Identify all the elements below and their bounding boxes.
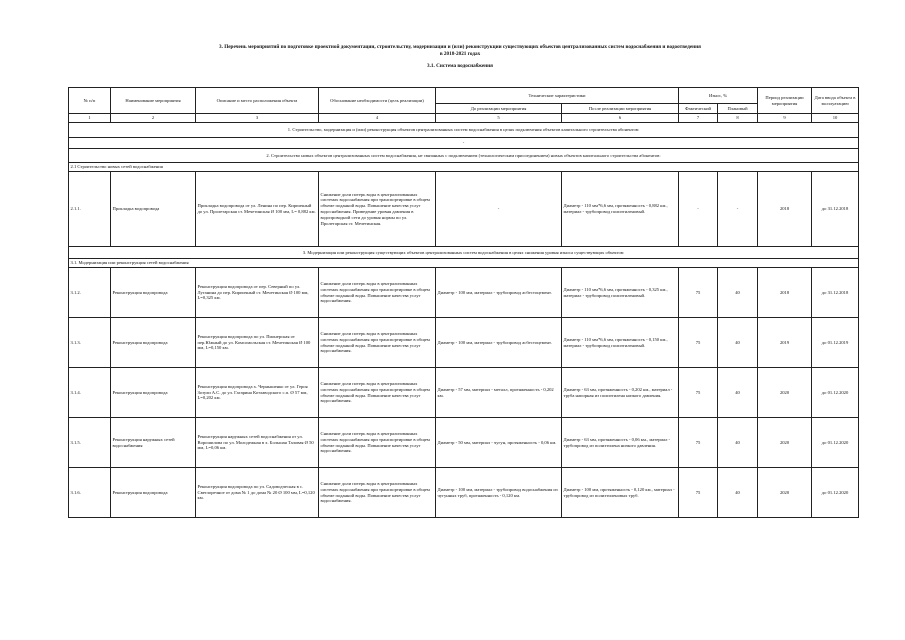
row-name: Реконструкция водопровода <box>111 268 196 318</box>
row-desc: Реконструкция водопровода х. Чернышенко от ул. Героя Зозули А.С. до ул. Гагарина Котлаводского с.п. Ø 57 мм, L=0,202 км. <box>196 368 319 418</box>
table-row <box>69 368 859 418</box>
row-need: Снижение доли потерь воды в централизованных системах водоснабжения при транспортировке в общем объеме поданной воды. Повышение качества услуг водоснабжения. <box>319 468 436 518</box>
row-need: Снижение доли потерь воды в централизованных системах водоснабжения при транспортировке в общем объеме поданной воды. Повышение качества услуг водоснабжения. <box>319 318 436 368</box>
section-heading-3: 3. Модернизация или реконструкция существующих объектов централизованных систем водоснабжения в целях снижения уровня износа существующих объектов: <box>69 247 859 259</box>
row-desc: Реконструкция наружных сетей водоснабжения от ул. Ворошилова по ул. Молодежная в х. Большая Таловая Ø 50 мм, L=0,06 км. <box>196 418 319 468</box>
row-num: 3.1.4. <box>69 368 111 418</box>
row-period: 2018 <box>758 172 812 247</box>
table-row <box>69 418 859 468</box>
col-header-name: Наименование мероприятия <box>111 88 196 114</box>
row-desc: Реконструкция водопровода от пер. Северный по ул. Луганина до пер. Кирпичный ст. Мечетинская Ø 100 мм, L=0,325 км. <box>196 268 319 318</box>
row-after: Диаметр - 100 мм, протяженность - 0,120 км., материал - трубопровод из полиэтиленовых труб. <box>562 468 679 518</box>
row-period: 2020 <box>758 418 812 468</box>
row-name: Реконструкция водопровода <box>111 318 196 368</box>
row-wear-actual: 75 <box>679 318 718 368</box>
row-num: 3.1.3. <box>69 318 111 368</box>
row-need: Снижение доли потерь воды в централизованных системах водоснабжения при транспортировке в общем объеме поданной воды. Повышение качества услуг водоснабжения. <box>319 418 436 468</box>
col-number: 2 <box>111 114 196 123</box>
row-before: Диаметр - 100 мм, материал - трубопровод водоснабжения из чугунных труб, протяженность - 0,120 км. <box>436 468 562 518</box>
row-date: до 31.12.2018 <box>812 172 859 247</box>
col-header-num: № п/п <box>69 88 111 114</box>
col-number: 1 <box>69 114 111 123</box>
row-after: Диаметр - 110 мм*6,6 мм, протяженность - 0,325 км., материал - трубопровод полиэтиленовый. <box>562 268 679 318</box>
col-header-period: Период реализации мероприятия <box>758 88 812 114</box>
row-num: 3.1.5. <box>69 418 111 468</box>
col-number: 3 <box>196 114 319 123</box>
col-number: 10 <box>812 114 859 123</box>
section-empty-value: - <box>69 138 859 149</box>
table-row <box>69 468 859 518</box>
section-row <box>69 123 859 138</box>
row-need: Снижение доли потерь воды в централизованных системах водоснабжения при транспортировке в общем объеме поданной воды. Повышение качества услуг водоснабжения. <box>319 368 436 418</box>
measures-table <box>68 87 859 518</box>
row-num: 2.1.1. <box>69 172 111 247</box>
table-row <box>69 318 859 368</box>
row-date: до 01.12.2020 <box>812 418 859 468</box>
subsection-row <box>69 163 859 172</box>
col-number: 6 <box>562 114 679 123</box>
column-numbers-row <box>69 114 859 123</box>
row-period: 2020 <box>758 368 812 418</box>
section-row <box>69 247 859 259</box>
subsection-heading-2-1: 2.1 Строительство новых сетей водоснабжения <box>69 163 859 172</box>
row-before: Диаметр - 50 мм, материал - чугун, протяженность - 0,06 км. <box>436 418 562 468</box>
row-wear-planned: 40 <box>718 468 758 518</box>
row-after: Диаметр - 110 мм*6,6 мм, протяженность - 0,150 км., материал - трубопровод полиэтиленовый. <box>562 318 679 368</box>
col-header-wear-actual: Фактический <box>679 104 718 114</box>
row-before: Диаметр - 100 мм, материал - трубопровод асбестоцемент. <box>436 268 562 318</box>
section-row-empty <box>69 138 859 149</box>
section-title: 3.1. Система водоснабжения <box>427 63 493 69</box>
row-desc: Прокладка водопровода от ул. Ленина по пер. Кирпичный до ул. Пролетарская ст. Мечетинская Ø 100 мм, L= 0,882 км. <box>196 172 319 247</box>
table-row <box>69 268 859 318</box>
table-row <box>69 172 859 247</box>
subsection-row <box>69 259 859 268</box>
section-heading-1: 1. Строительство, модернизация и (или) реконструкция объектов централизованных систем водоснабжения в целях подключения объектов капитального строительства абонентов: <box>69 123 859 138</box>
col-header-wear-planned: Плановый <box>718 104 758 114</box>
row-num: 3.1.6. <box>69 468 111 518</box>
row-wear-planned: 40 <box>718 368 758 418</box>
row-before: Диаметр - 57 мм, материал - металл, протяженность - 0,202 км. <box>436 368 562 418</box>
row-period: 2018 <box>758 268 812 318</box>
row-before: - <box>436 172 562 247</box>
row-wear-planned: - <box>718 172 758 247</box>
row-num: 3.1.2. <box>69 268 111 318</box>
header-row <box>69 88 859 104</box>
row-wear-planned: 40 <box>718 318 758 368</box>
col-number: 7 <box>679 114 718 123</box>
col-header-tech: Технические характеристики <box>436 88 679 104</box>
row-period: 2019 <box>758 318 812 368</box>
subsection-heading-3-1: 3.1. Модернизация или реконструкция сетей водоснабжения <box>69 259 859 268</box>
row-wear-planned: 40 <box>718 418 758 468</box>
row-date: до 01.12.2020 <box>812 368 859 418</box>
row-desc: Реконструкция водопровода по ул. Пионерская от пер.Южный до ул. Комсомольская ст. Мечетинская Ø 100 мм, L=0,150 км. <box>196 318 319 368</box>
row-wear-actual: 75 <box>679 418 718 468</box>
row-wear-actual: 75 <box>679 268 718 318</box>
row-name: Прокладка водопровода <box>111 172 196 247</box>
document-heading-years: в 2018-2021 годах <box>439 51 481 57</box>
row-need: Снижение доли потерь воды в централизованных системах водоснабжения при транспортировке в общем объеме поданной воды. Повышение качества услуг водоснабжения. <box>319 268 436 318</box>
col-number: 8 <box>718 114 758 123</box>
row-wear-actual: 75 <box>679 468 718 518</box>
row-wear-planned: 40 <box>718 268 758 318</box>
row-name: Реконструкция водопровода <box>111 468 196 518</box>
row-before: Диаметр - 100 мм, материал - трубопровод асбестоцемент. <box>436 318 562 368</box>
row-date: до 01.12.2020 <box>812 468 859 518</box>
col-number: 9 <box>758 114 812 123</box>
row-wear-actual: 75 <box>679 368 718 418</box>
row-desc: Реконструкция водопровода по ул. Садоводческая в с. Светлоречное от дома № 1 до дома № 20 Ø 100 мм, L=0,120 км. <box>196 468 319 518</box>
row-need: Снижение доли потерь воды в централизованных системах водоснабжения при транспортировке в общем объеме поданной воды. Повышение качества услуг водоснабжения. Приведение уровня давления в водопроводной сети до уровня нормы по ул. Пролетарская ст. Мечетинская. <box>319 172 436 247</box>
col-header-wear: Износ, % <box>679 88 758 104</box>
row-name: Реконструкция водопровода <box>111 368 196 418</box>
col-header-desc: Описание и место расположения объекта <box>196 88 319 114</box>
row-after: Диаметр - 63 мм, протяженность - 0,06 км., материал - трубопровод из полиэтилена низкого давления. <box>562 418 679 468</box>
row-date: до 31.12.2018 <box>812 268 859 318</box>
document-heading: 3. Перечень мероприятий по подготовке проектной документации, строительству, модернизации и (или) реконструкции существующих объектов централизованных систем водоснабжения и водоотведения <box>219 44 701 50</box>
col-header-need: Обоснование необходимости (цель реализации) <box>319 88 436 114</box>
col-number: 4 <box>319 114 436 123</box>
col-header-date: Дата ввода объекта в эксплуатацию <box>812 88 859 114</box>
row-wear-actual: - <box>679 172 718 247</box>
col-header-after: После реализации мероприятия <box>562 104 679 114</box>
col-header-before: До реализации мероприятия <box>436 104 562 114</box>
row-name: Реконструкция наружных сетей водоснабжения <box>111 418 196 468</box>
section-heading-2: 2. Строительство новых объектов централизованных систем водоснабжения, не связанных с подключением (технологическим присоединением) новых объектов капитального строительства абонентов: <box>69 149 859 163</box>
row-after: Диаметр - 110 мм*6,6 мм, протяженность - 0,882 км., материал - трубопровод полиэтиленовый. <box>562 172 679 247</box>
row-after: Диаметр - 63 мм, протяженность - 0,202 км., материал - труба напорная из полиэтилена низкого давления. <box>562 368 679 418</box>
row-period: 2020 <box>758 468 812 518</box>
row-date: до 01.12.2019 <box>812 318 859 368</box>
col-number: 5 <box>436 114 562 123</box>
section-row <box>69 149 859 163</box>
